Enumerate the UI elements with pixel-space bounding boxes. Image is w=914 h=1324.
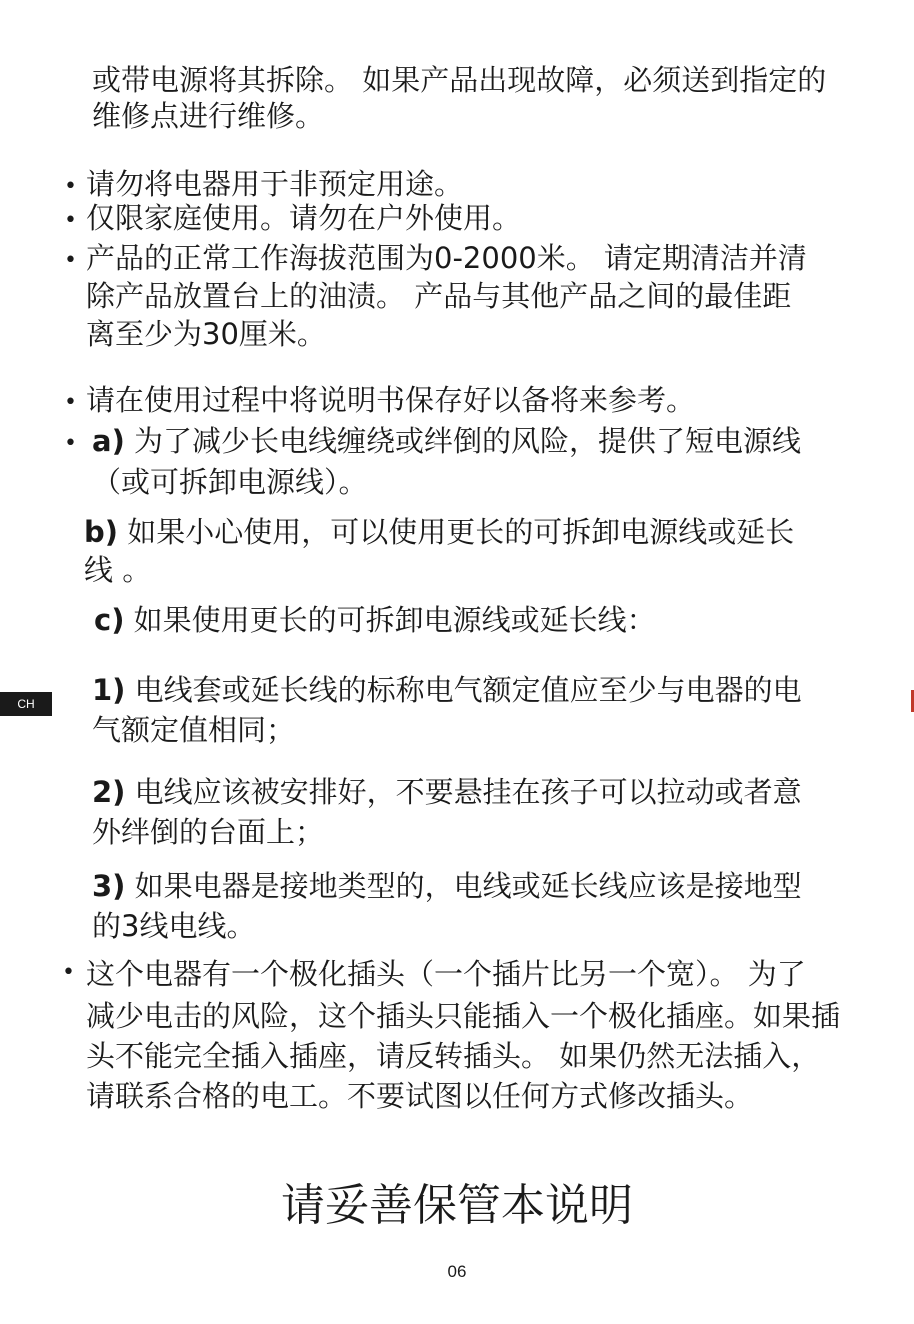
item-b-line-2: 线 。	[84, 553, 152, 587]
item-a-text: 为了减少长电线缠绕或绊倒的风险，提供了短电源线	[124, 424, 802, 458]
bullet-3-line-3: 离至少为30厘米。	[86, 317, 326, 351]
bullet-6-line-1: 这个电器有一个极化插头（一个插片比另一个宽）。 为了	[86, 957, 806, 991]
bullet-dot: •	[64, 431, 77, 456]
page-number: 06	[447, 1262, 467, 1281]
item-2-marker: 2)	[92, 775, 126, 809]
bullet-3-line-2: 除产品放置台上的油渍。 产品与其他产品之间的最佳距	[86, 279, 792, 313]
bullet-dot: •	[64, 248, 77, 273]
item-3-line-1	[92, 869, 802, 903]
item-2-line-2: 外绊倒的台面上；	[92, 815, 325, 849]
bullet-6-line-3: 头不能完全插入插座，请反转插头。 如果仍然无法插入，	[86, 1039, 821, 1073]
bullet-5-line-1	[92, 424, 802, 458]
item-1-line-1	[92, 673, 802, 707]
item-c-marker: c)	[94, 603, 125, 637]
item-c-text: 如果使用更长的可拆卸电源线或延长线：	[124, 603, 656, 637]
bullet-dot: •	[64, 174, 77, 199]
item-1-marker: 1)	[92, 673, 126, 707]
item-3-text: 如果电器是接地类型的，电线或延长线应该是接地型	[125, 869, 802, 903]
bullet-4-text: 请在使用过程中将说明书保存好以备将来参考。	[86, 383, 696, 417]
footer-title: 请妥善保管本说明	[281, 1180, 633, 1231]
bullet-2-text: 仅限家庭使用。请勿在户外使用。	[86, 201, 522, 235]
item-3-marker: 3)	[92, 869, 126, 903]
item-2-line-1	[92, 775, 802, 809]
item-a-marker: a)	[92, 424, 125, 458]
item-2-text: 电线应该被安排好，不要悬挂在孩子可以拉动或者意	[125, 775, 802, 809]
bullet-6-line-4: 请联系合格的电工。不要试图以任何方式修改插头。	[86, 1079, 754, 1113]
item-1-line-2: 气额定值相同；	[92, 713, 296, 747]
item-1-text: 电线套或延长线的标称电气额定值应至少与电器的电	[125, 673, 802, 707]
bullet-3-line-1: 产品的正常工作海拔范围为0-2000米。 请定期清洁并清	[86, 241, 807, 275]
language-tab-label: CH	[17, 697, 35, 711]
intro-line-2: 维修点进行维修。	[92, 99, 325, 133]
bullet-dot: •	[64, 390, 77, 415]
bullet-1-text: 请勿将电器用于非预定用途。	[86, 167, 464, 201]
item-b-line-1	[84, 515, 795, 549]
language-tab	[0, 692, 52, 716]
bullet-dot: •	[64, 208, 77, 233]
bullet-6-line-2: 减少电击的风险，这个插头只能插入一个极化插座。如果插	[86, 999, 841, 1033]
intro-line-1: 或带电源将其拆除。 如果产品出现故障，必须送到指定的	[92, 63, 827, 97]
item-3-line-2: 的3线电线。	[92, 909, 256, 943]
item-b-text: 如果小心使用，可以使用更长的可拆卸电源线或延长	[118, 515, 795, 549]
bullet-dot: •	[62, 960, 75, 985]
item-c-line	[94, 603, 656, 637]
bullet-5-line-2: （或可拆卸电源线）。	[92, 465, 368, 499]
item-b-marker: b)	[84, 515, 119, 549]
